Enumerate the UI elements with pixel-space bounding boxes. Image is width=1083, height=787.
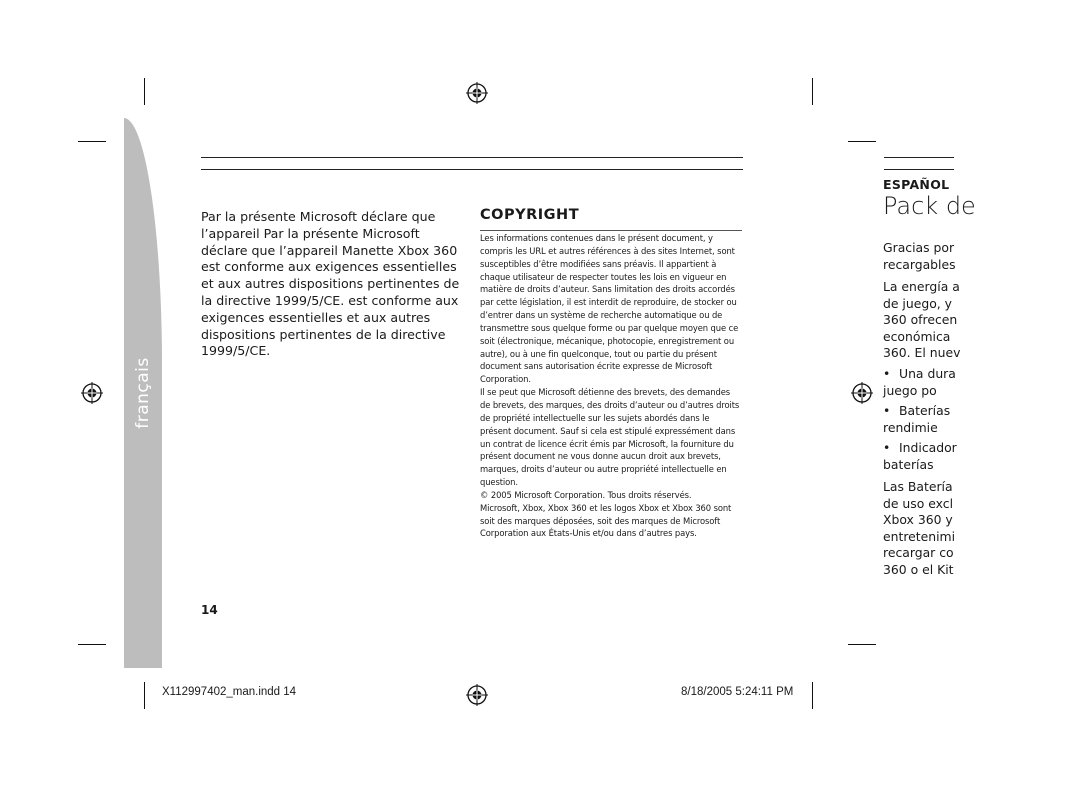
- closing-line: entretenimi: [883, 528, 956, 544]
- body-line: 360. El nuev: [883, 345, 961, 361]
- copyright-paragraph: Microsoft, Xbox, Xbox 360 et les logos Xbox et Xbox 360 sont soit des marques déposées, soit des marques de Microsoft Corporation aux États-Unis et/ou dans d’autres pays.: [480, 502, 732, 539]
- body-line: La energía a: [883, 279, 960, 294]
- copyright-heading: COPYRIGHT: [480, 207, 580, 223]
- crop-mark: [848, 141, 876, 142]
- list-item-continuation: juego po: [883, 382, 937, 398]
- page-number: 14: [201, 603, 218, 617]
- list-item-text: Baterías: [899, 403, 951, 418]
- header-rule: [201, 169, 743, 170]
- crop-mark: [848, 644, 876, 645]
- crop-mark: [144, 682, 145, 709]
- list-item-text: Indicador: [899, 440, 957, 455]
- registration-mark-icon: [81, 382, 103, 404]
- list-item: [883, 403, 1083, 420]
- list-item-continuation: baterías: [883, 456, 934, 472]
- section-label: ESPAÑOL: [883, 177, 950, 192]
- list-item-continuation: rendimie: [883, 419, 938, 435]
- bullet-icon: •: [883, 403, 891, 418]
- closing-line: recargar co: [883, 545, 954, 561]
- slug-timestamp: 8/18/2005 5:24:11 PM: [681, 686, 794, 698]
- registration-mark-icon: [851, 382, 873, 404]
- intro-line: Gracias por: [883, 240, 955, 255]
- page-title: Pack de: [883, 192, 976, 220]
- list-item: [883, 440, 1083, 457]
- right-page-excerpt: [883, 0, 976, 787]
- closing-line: Las Batería: [883, 479, 953, 494]
- bullet-icon: •: [883, 440, 891, 455]
- closing-line: 360 o el Kit: [883, 562, 954, 577]
- copyright-paragraph: © 2005 Microsoft Corporation. Tous droits réservés.: [480, 489, 692, 500]
- closing-line: de uso excl: [883, 495, 954, 511]
- crop-mark: [78, 644, 106, 645]
- intro-line: recargables: [883, 256, 956, 272]
- crop-mark: [812, 78, 813, 105]
- copyright-paragraph: Les informations contenues dans le présent document, y compris les URL et autres références à des sites Internet, sont susceptibles d’être modifiées sans préavis. Il appartient à chaque utilisateur de respecter toutes les lois en vigueur en matière de droits d’auteur. Sans limitation des droits accordés par cette législation, il est interdit de reproduire, de stocker ou d’entrer dans un système de recherche automatique ou de transmettre sous quelque forme ou par quelque moyen que ce soit (électronique, mécanique, photocopie, enregistrement ou autre), ou à une fin quelconque, tout ou partie du présent document sans autorisation écrite expresse de Microsoft Corporation.: [480, 233, 739, 385]
- body-line: de juego, y: [883, 295, 953, 311]
- crop-mark: [78, 141, 106, 142]
- list-item-text: Una dura: [899, 366, 956, 381]
- side-tab-label: français: [133, 357, 153, 429]
- body-line: económica: [883, 328, 951, 344]
- header-rule: [201, 157, 743, 158]
- registration-mark-icon: [466, 82, 488, 104]
- declaration-paragraph: Par la présente Microsoft déclare que l’appareil Par la présente Microsoft déclare que l’appareil Manette Xbox 360 est conforme aux exigences essentielles et aux autres dispositions pertinentes de la directive 1999/5/CE. est conforme aux exigences essentielles et aux autres dispositions pertinentes de la directive 1999/5/CE.: [201, 209, 460, 359]
- list-item: [883, 366, 1083, 383]
- body-line: 360 ofrecen: [883, 312, 958, 328]
- crop-mark: [144, 78, 145, 105]
- closing-line: Xbox 360 y: [883, 512, 953, 528]
- registration-mark-icon: [466, 684, 488, 706]
- crop-mark: [812, 682, 813, 709]
- bullet-icon: •: [883, 366, 891, 381]
- slug-filename: X112997402_man.indd 14: [162, 686, 297, 698]
- copyright-body: [480, 232, 740, 540]
- copyright-rule: [480, 230, 742, 231]
- copyright-paragraph: Il se peut que Microsoft détienne des brevets, des demandes de brevets, des marques, des droits d’auteur ou d’autres droits de propriété intellectuelle sur les sujets abordés dans le présent document. Sauf si cela est stipulé expressément dans un contrat de licence écrit émis par Microsoft, la fourniture du présent document ne vous donne aucun droit aux brevets, marques, droits d’auteur ou autre propriété intellectuelle en question.: [480, 387, 740, 488]
